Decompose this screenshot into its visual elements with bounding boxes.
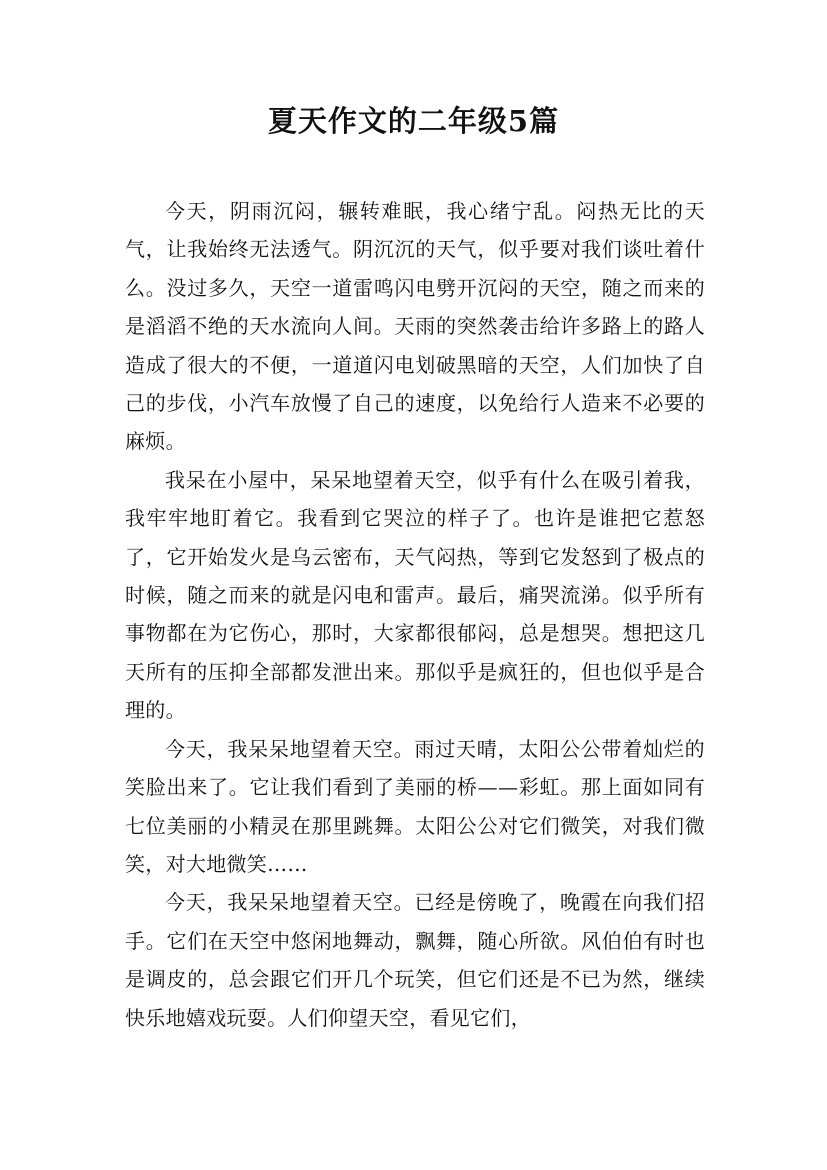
paragraph-2: 我呆在小屋中，呆呆地望着天空，似乎有什么在吸引着我，我牢牢地盯着它。我看到它哭泣的样子了。也许是谁把它惹怒了，它开始发火是乌云密布，天气闷热，等到它发怒到了极点的时候，随之而来的就是闪电和雷声。最后，痛哭流涕。似乎所有事物都在为它伤心，那时，大家都很郁闷，总是想哭。想把这几天所有的压抑全部都发泄出来。那似乎是疯狂的，但也似乎是合理的。 — [125, 467, 705, 723]
paragraph-4: 今天，我呆呆地望着天空。已经是傍晚了，晚霞在向我们招手。它们在天空中悠闲地舞动，飘舞，随心所欲。风伯伯有时也是调皮的，总会跟它们开几个玩笑，但它们还是不已为然，继续快乐地嬉戏玩耍。人们仰望天空，看见它们， — [125, 890, 705, 1030]
document-title: 夏天作文的二年级5篇 — [267, 104, 560, 138]
document-body — [125, 192, 705, 1037]
paragraph-1: 今天，阴雨沉闷，辗转难眠，我心绪宁乱。闷热无比的天气，让我始终无法透气。阴沉沉的天气，似乎要对我们谈吐着什么。没过多久，天空一道雷鸣闪电劈开沉闷的天空，随之而来的是滔滔不绝的天水流向人间。天雨的突然袭击给许多路上的路人造成了很大的不便，一道道闪电划破黑暗的天空，人们加快了自己的步伐，小汽车放慢了自己的速度，以免给行人造来不必要的麻烦。 — [125, 199, 705, 454]
paragraph-3: 今天，我呆呆地望着天空。雨过天晴，太阳公公带着灿烂的笑脸出来了。它让我们看到了美丽的桥——彩虹。那上面如同有七位美丽的小精灵在那里跳舞。太阳公公对它们微笑，对我们微笑，对大地微笑…… — [125, 736, 705, 876]
